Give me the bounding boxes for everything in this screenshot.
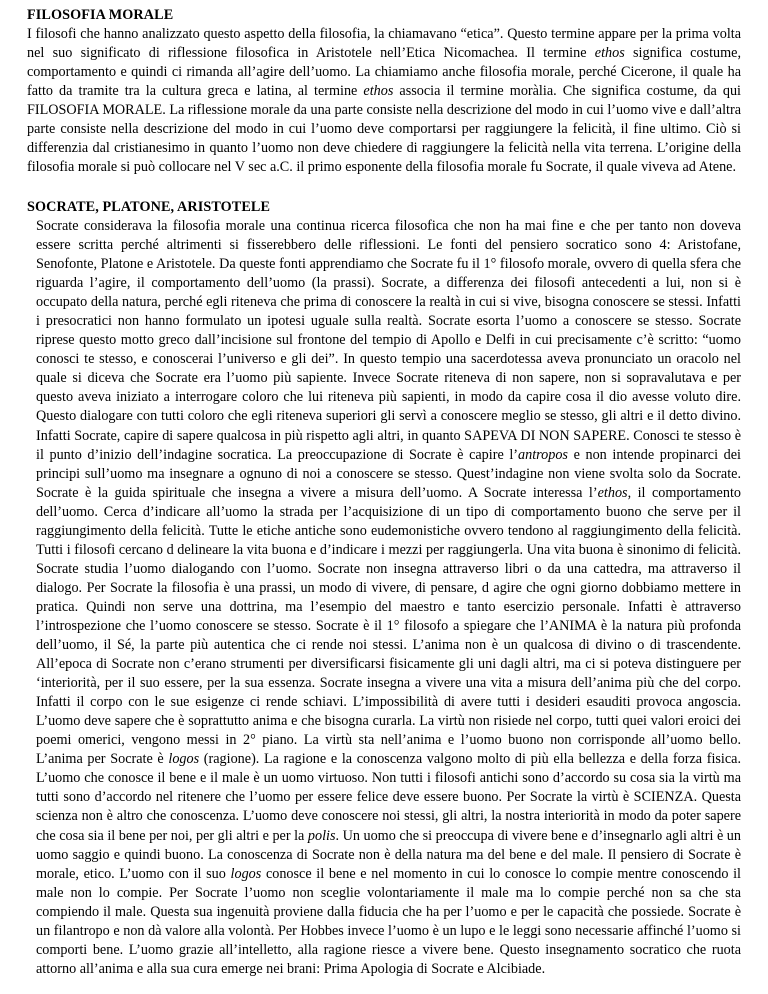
text-run: (ragione). La ragione e la conoscenza valgono molto di più ella bellezza e della forza fisica. L’uomo che conosce il bene e il male è un uomo virtuoso. Non tutti i filosofi antichi sono d’accordo su cosa sia la virtù ma tutti sono d’accordo nel ritenere che l’uomo per essere felice deve essere buono. Per Socrate la virtù è SCIENZA. Questa scienza non è altro che conoscenza. L’uomo deve conoscere noi stessi, gli altri, la nostra interiorità in modo da poter sapere che cosa sia il bene per noi, per gli altri e per la <box>36 751 741 844</box>
text-run: conosce il bene e nel momento in cui lo conosce lo compie mentre conoscendo il male non lo compie. Per Socrate l’uomo non sceglie volontariamente il male ma lo compie perché non sa che sta compiendo il male. Questa sua ingenuità proviene dalla fiducia che ha per l’uomo e per le capacità che possiede. Socrate è un filantropo e non dà valore alla volontà. Per Hobbes invece l’uomo è un lupo e le leggi sono necessarie affinché l’uomo si comporti bene. L’uomo grazie all’intelletto, alla ragione riesce a vivere bene. Questo insegnamento socratico che ruota attorno all’anima e alla sua cura emerge nei brani: Prima Apologia di Socrate e Alcibiade. <box>36 865 741 977</box>
text-run: Socrate considerava la filosofia morale una continua ricerca filosofica che non ha mai fine e che per tanto non doveva essere scritta perché altrimenti si fisserebbero delle riflessioni. Le fonti del pensiero socratico sono 4: Aristofane, Senofonte, Platone e Aristotele. Da queste fonti apprendiamo che Socrate fu il 1° filosofo morale, ovvero di quella sfera che riguarda l’agire, il comportamento dell’uomo (la prassi). Socrate, a differenza dei filosofi antecedenti a lui, non si è occupato della natura, perché egli riteneva che prima di conoscere la realtà in cui si vive, bisogna conoscere se stessi. Infatti i presocratici non hanno formulato un ipotesi uguale sulla realtà. Socrate esorta l’uomo a conoscere se stesso. Socrate riprese questo motto greco dall’incisione sul frontone del tempio di Apollo e Delfi in cui precisamente c’è scritto: “uomo conosci te stesso, e conoscerai l’universo e gli dei”. In questo tempio una sacerdotessa aveva pronunciato un oracolo nel quale si diceva che Socrate era l’uomo più sapiente. Invece Socrate riteneva di non sapere, non si sopravalutava e per questo aveva iniziato a interrogare coloro che lui riteneva più sapienti, in modo da capire cosa il dio avesse voluto dire. Questo dialogare con tutti coloro che egli riteneva superiori gli servì a conoscere meglio se stesso, gli altri e il detto divino. Infatti Socrate, capire di sapere qualcosa in più rispetto agli altri, in quanto SAPEVA DI NON SAPERE. Conosci te stesso è il punto d’inizio dell’indagine socratica. La preoccupazione di Socrate è capire l’ <box>36 218 741 463</box>
section-paragraph <box>27 25 741 177</box>
italic-term: logos <box>168 751 200 768</box>
italic-term: polis <box>307 827 336 844</box>
text-run: associa il termine moràlia. Che significa costume, da qui FILOSOFIA MORALE. La riflessione morale da una parte consiste nella descrizione del modo in cui l’uomo vive e dall’altra parte consiste nella descrizione del modo in cui l’uomo deve comportarsi per raggiungere la felicità, il fine ultimo. Ciò si differenzia dal cristianesimo in quanto l’uomo non deve chiedere di raggiungere la felicità nella vita terrena. L’origine della filosofia morale si può collocare nel V sec a.C. il primo esponente della filosofia morale fu Socrate, il quale viveva ad Atene. <box>27 83 741 176</box>
text-run: e non intende propinarci dei principi sull’uomo ma insegnare a ognuno di noi a conoscere se stesso. Quest’indagine non viene svolta solo da Socrate. Socrate è la guida spirituale che insegna a vivere a misura dell’uomo. A Socrate interessa l’ <box>36 446 741 501</box>
section-heading: FILOSOFIA MORALE <box>27 7 174 23</box>
italic-term: logos <box>230 865 262 882</box>
italic-term: antropos <box>518 446 568 463</box>
italic-term: ethos <box>597 484 628 501</box>
text-run: , il comportamento dell’uomo. Cerca d’indicare all’uomo la strada per l’acquisizione di un tipo di comportamento buono che serve per il raggiungimento della felicità. Tutte le etiche antiche sono eudemonistiche ovvero tendono al raggiungimento della felicità. Tutti i filosofi cercano d delineare la vita buona e d’indicare i mezzi per raggiungerla. Una vita buona è sinonimo di felicità. Socrate studia l’uomo dialogando con l’uomo. Socrate non insegna attraverso libri o da una cattedra, ma attraverso il dialogo. Per Socrate la filosofia è una prassi, un modo di vivere, di pensare, d agire che ogni giorno dobbiamo mettere in pratica. Quindi non serve una dottrina, ma l’esempio del maestro e tanto esercizio personale. Infatti è attraverso l’introspezione che l’uomo conoscere se stesso. Socrate è il 1° filosofo a spiegare che l’ANIMA è la natura più profonda dell’uomo, il Sé, la parte più autentica che ci rende noi stessi. L’anima non è un qualcosa di divino o di trascendente. All’epoca di Socrate non c’erano strumenti per diversificarsi fisicamente gli uni dagli altri, ma ci si poteva distinguere per ‘interiorità, per il suo essere, per la sua essenza. Socrate insegna a vivere una vita a misura dell’anima più che del corpo. Infatti il corpo con le sue esigenze ci rende schiavi. L’impossibilità di avere tutti i desideri esauditi provoca angoscia. L’uomo deve sapere che è soprattutto anima e che bisogna curarla. La virtù non risiede nel corpo, tutti quei valori eroici dei poemi omerici, vengono messi in 2° piano. La virtù sta nell’anima e l’uomo buono non corrisponde all’uomo bello. L’anima per Socrate è <box>36 484 741 768</box>
section-socrate-platone-aristotele <box>27 198 741 979</box>
section-heading: SOCRATE, PLATONE, ARISTOTELE <box>27 199 271 215</box>
text-run: . Un uomo che si preoccupa di vivere bene e d’insegnarlo agli altri è un uomo saggio e quindi buono. La conoscenza di Socrate non è della natura ma del bene e del male. Il pensiero di Socrate è morale, etico. L’uomo con il suo <box>36 827 741 882</box>
italic-term: ethos <box>363 83 394 100</box>
section-filosofia-morale <box>27 6 741 177</box>
italic-term: ethos <box>594 45 625 62</box>
text-run: I filosofi che hanno analizzato questo aspetto della filosofia, la chiamavano “etica”. Questo termine appare per la prima volta nel suo significato di riflessione filosofica in Aristotele nell’Etica Nicomachea. Il termine <box>27 26 741 62</box>
text-run: significa costume, comportamento e quindi ci rimanda all’agire dell’uomo. La chiamiamo anche filosofia morale, perché Cicerone, il quale ha fatto da tramite tra la cultura greca e latina, al termine <box>27 45 741 100</box>
section-paragraph <box>27 217 741 979</box>
